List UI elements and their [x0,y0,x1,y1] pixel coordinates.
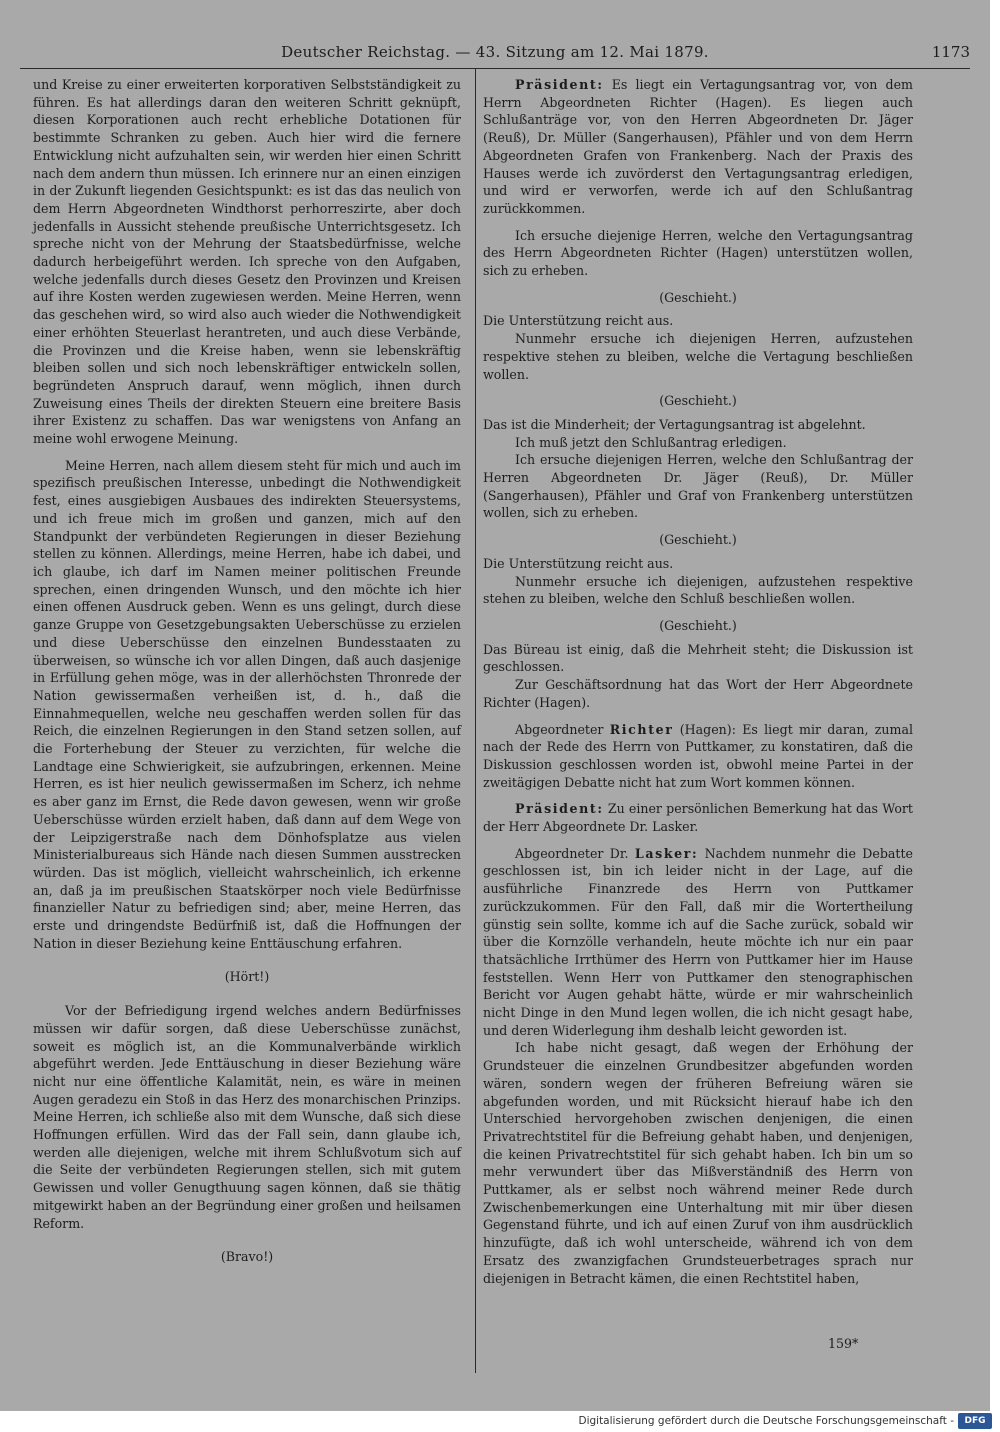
left-column [33,76,461,1272]
column-divider [475,68,476,1373]
interjection: (Hört!) [224,969,270,985]
interjection: (Geschieht.) [659,289,737,305]
paragraph: Ich ersuche diejenigen Herren, welche den Schlußantrag der Herren Abgeordneten Dr. Jäger (Reuß), Dr. Müller (Sangerhausen), Pfähler und Graf von Frankenberg unterstützen wollen, sich zu erheben. [483,452,913,521]
paragraph: Vor der Befriedigung irgend welches andern Bedürfnisses müssen wir dafür sorgen, daß diese Ueberschüsse zunächst, soweit es möglich ist, an die Kommunalverbände wirklich abgeführt werden. Jede Enttäuschung in dieser Beziehung wäre nicht nur eine öffentliche Kalamität, nein, es wäre in meinen Augen geradezu ein Stoß in das Herz des monarchischen Prinzips. Meine Herren, ich schließe also mit dem Wunsche, daß sich diese Hoffnungen erfüllen. Wird das der Fall sein, dann glaube ich, werden alle diejenigen, welche mit ihrem Schlußvotum sich auf die Seite der verbündeten Regierungen stellen, sich mit gutem Gewissen und voller Genugthuung sagen können, daß sie thätig mitgewirkt haben an der Begründung einer großen und heilsamen Reform. [33,1003,461,1231]
speech-text: Zu einer persönlichen Bemerkung hat das Wort der Herr Abgeordnete Dr. Lasker. [483,801,913,835]
paragraph [483,800,913,835]
speaker-title: Abgeordneter Dr. [515,845,629,861]
paragraph: Die Unterstützung reicht aus. [483,313,674,329]
paragraph [483,76,913,218]
paragraph: Die Unterstützung reicht aus. [483,555,674,571]
speaker-name: Präsident: [515,801,604,817]
right-column [483,76,913,1287]
funding-credit: Digitalisierung gefördert durch die Deutsche Forschungsgemeinschaft - [578,1415,954,1427]
paragraph: und Kreise zu einer erweiterten korporativen Selbstständigkeit zu führen. Es hat allerdings daran den weiteren Schritt geknüpft, diesen Korporationen auch recht erhebliche Dotationen für bestimmte Schranken zu geben. Auch hier wird die fernere Entwicklung nicht aufzuhalten sein, wir werden hier einen Schritt nach dem andern thun müssen. Ich erinnere nur an einen einzigen in der Zukunft liegenden Gesichtspunkt: es ist das das neulich von dem Herrn Abgeordneten Windthorst perhorreszirte, aber doch jedenfalls in Aussicht stehende preußische Unterrichtsgesetz. Ich spreche nicht von der Mehrung der Staatsbedürfnisse, welche dadurch herbeigeführt werden. Ich spreche von den Aufgaben, welche jedenfalls durch dieses Gesetz den Provinzen und Kreisen auf ihre Kosten werden zugewiesen werden. Meine Herren, wenn das geschehen wird, so wird also auch wieder die Nothwendigkeit einer erhöhten Steuerlast herantreten, und auch diese Verbände, die Provinzen und die Kreise haben, wenn sie lebenskräftig bleiben sollen und sich noch lebenskräftiger entwickeln sollen, begründeten Anspruch darauf, wenn möglich, ihnen durch Zuweisung eines Theils der direkten Steuern eine breitere Basis ihrer Existenz zu schaffen. Das war wenigstens von Anfang an meine wohl erwogene Meinung. [33,77,461,447]
speech-text: (Hagen): Es liegt mir daran, zumal nach der Rede des Herrn von Puttkamer, zu konstatiren, daß die Diskussion geschlossen worden ist, obwohl meine Partei in der zweitägigen Debatte nicht hat zum Wort kommen können. [483,721,913,790]
interjection: (Bravo!) [220,1249,274,1265]
paragraph: Zur Geschäftsordnung hat das Wort der Herr Abgeordnete Richter (Hagen). [483,677,913,710]
interjection: (Geschieht.) [659,393,737,409]
interjection: (Geschieht.) [659,617,737,633]
paragraph: Das ist die Minderheit; der Vertagungsantrag ist abgelehnt. [483,416,866,432]
paragraph: Ich ersuche diejenige Herren, welche den Vertagungsantrag des Herrn Abgeordneten Richter (Hagen) unterstützen wollen, sich zu erheben. [483,227,913,279]
dfg-logo: DFG [958,1413,992,1429]
page-number: 1173 [931,43,970,61]
paragraph: Nunmehr ersuche ich diejenigen Herren, aufzustehen respektive stehen zu bleiben, welche die Vertagung beschließen wollen. [483,331,913,382]
running-title: Deutscher Reichstag. — 43. Sitzung am 12. Mai 1879. [281,43,709,61]
paragraph: Meine Herren, nach allem diesem steht für mich und auch im spezifisch preußischen Interesse, unbedingt die Nothwendigkeit fest, eines ausgiebigen Ausbaues des indirekten Steuersystems, und ich freue mich im großen und ganzen, mich auf den Standpunkt der verbündeten Regierungen in dieser Beziehung stellen zu können. Allerdings, meine Herren, habe ich dabei, und ich glaube, ich darf im Namen meiner politischen Freunde sprechen, einen dringenden Wunsch, und den möchte ich hier einen offenen Ausdruck geben. Wenn es uns gelingt, durch diese ganze Gruppe von Gesetzgebungsakten Ueberschüsse zu erzielen und diese Ueberschüsse den einzelnen Bundesstaaten zu überweisen, so wünsche ich vor allen Dingen, daß auch dasjenige in Erfüllung gehen möge, was in der allerhöchsten Thronrede der Nation gewissermaßen verheißen ist, d. h., daß die Einnahmequellen, welche neu geschaffen werden sollen für das Reich, die einzelnen Regierungen in den Stand setzen sollen, auf die Forterhebung der Steuer zu verzichten, für welche die Landtage eine Schwierigkeit, sie aufzubringen, erkennen. Meine Herren, es ist hier neulich gewissermaßen im Scherz, ich nehme es aber ganz im Ernst, die Rede davon gewesen, wenn wir große Ueberschüsse würden erzielt haben, daß dann auf dem Wege von der Leipzigerstraße nach dem Dönhofsplatze aus vielen Ministerialbureaus sich Hände nach diesen Summen ausstrecken würden. Das ist möglich, vielleicht wahrscheinlich, ich erkenne an, daß ja im preußischen Staatskörper noch viele Bedürfnisse finanzieller Natur zu befriedigen sind; aber, meine Herren, das erste und dringendste Bedürfniß ist, daß die Hoffnungen der Nation in dieser Beziehung keine Enttäuschung erfahren. [33,457,461,951]
speaker-name: Richter [609,721,674,737]
paragraph [483,845,913,1040]
speaker-title: Abgeordneter [515,721,604,737]
paragraph: Nunmehr ersuche ich diejenigen, aufzustehen respektive stehen zu bleiben, welche den Schluß beschließen wollen. [483,573,913,607]
paragraph [483,721,913,792]
speaker-name: Lasker: [634,845,699,861]
paragraph: Ich muß jetzt den Schlußantrag erledigen. [515,434,787,450]
paragraph: Ich habe nicht gesagt, daß wegen der Erhöhung der Grundsteuer die einzelnen Grundbesitzer abgefunden worden wären, sondern wegen der früheren Befreiung wären sie abgefunden worden, und mit Rücksicht hierauf habe ich den Unterschied hervorgehoben zwischen denjenigen, die einen Privatrechtstitel für die Befreiung gehabt haben, und denjenigen, die keinen Privatrechtstitel für sich gehabt haben. Ich bin um so mehr verwundert über das Mißverständniß des Herrn von Puttkamer, als er selbst noch während meiner Rede durch Zwischenbemerkungen eine Unterhaltung mit mir über diesen Gegenstand führte, und ich auf einen Zuruf von ihm ausdrücklich hinzufügte, daß ich wohl unterscheide, während ich von dem Ersatz des zwanzigfachen Grundsteuerbetrages sprach nur diejenigen in Betracht kämen, die einen Rechtstitel haben, [483,1040,913,1286]
interjection: (Geschieht.) [659,532,737,548]
sheet-signature: 159* [828,1336,859,1351]
page-header [20,40,970,69]
speaker-name: Präsident: [515,77,604,92]
credit-bar [0,1411,1000,1432]
speech-text: Es liegt ein Vertagungsantrag vor, von dem Herrn Abgeordneten Richter (Hagen). Es liegen auch Schlußanträge vor, von den Herren Abgeordneten Dr. Jäger (Reuß), Dr. Müller (Sangerhausen), Pfähler und von dem Herrn Abgeordneten Grafen von Frankenberg. Nach der Praxis des Hauses werde ich zuvörderst den Vertagungsantrag erledigen, und wird er verworfen, werde ich auf den Schlußantrag zurückkommen. [483,77,913,216]
speech-text: Nachdem nunmehr die Debatte geschlossen ist, bin ich leider nicht in der Lage, auf die ausführliche Finanzrede des Herrn von Puttkamer zurückzukommen. Für den Fall, daß mir die Wortertheilung günstig sein sollte, komme ich auf die Sache zurück, sobald wir über die Kornzölle verhandeln, heute möchte ich nur ein paar thatsächliche Irrthümer des Herrn von Puttkamer hier im Hause feststellen. Wenn Herr von Puttkamer den stenographischen Bericht vor Augen gehabt hätte, würde er mir wahrscheinlich nicht Dinge in den Mund legen wollen, die ich nicht gesagt habe, und deren Widerlegung ihm deshalb leicht geworden ist. [483,845,913,1038]
paragraph: Das Büreau ist einig, daß die Mehrheit steht; die Diskussion ist geschlossen. [483,641,913,675]
